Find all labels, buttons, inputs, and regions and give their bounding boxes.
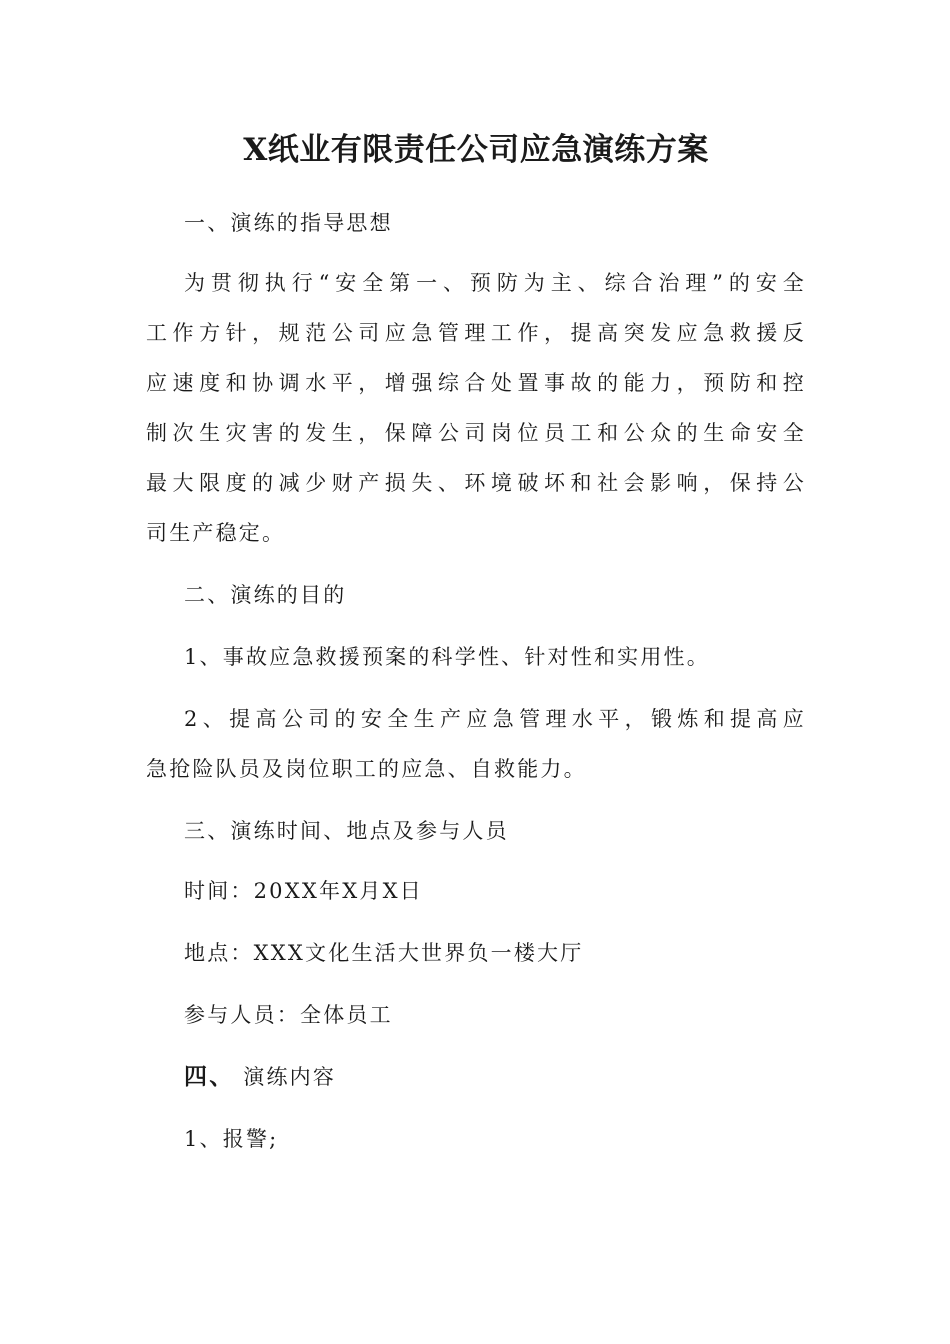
paragraph-line: 2、提高公司的安全生产应急管理水平，锻炼和提高应 [184,707,806,731]
document-page [146,0,806,1344]
section2-heading: 二、演练的目的 [184,583,347,607]
section1-paragraph [146,258,806,558]
drill-place: 地点：XXX文化生活大世界负一楼大厅 [184,941,584,965]
drill-participants: 参与人员：全体员工 [184,1003,393,1027]
section2-item-2 [146,694,806,794]
section4-heading-number: 四、 [184,1063,235,1090]
drill-time: 时间：20XX年X月X日 [184,879,423,903]
section4-heading-text: 演练内容 [234,1065,337,1089]
paragraph-line: 工作方针，规范公司应急管理工作，提高突发应急救援反 [146,321,806,345]
document-title: X纸业有限责任公司应急演练方案 [243,132,709,168]
section1-heading: 一、演练的指导思想 [184,211,393,235]
paragraph-line: 司生产稳定。 [146,521,286,545]
paragraph-line: 为贯彻执行“安全第一、预防为主、综合治理”的安全 [184,271,806,295]
section4-item-1: 1、报警; [184,1127,279,1151]
paragraph-line: 应速度和协调水平，增强综合处置事故的能力，预防和控 [146,371,806,395]
paragraph-line: 制次生灾害的发生，保障公司岗位员工和公众的生命安全 [146,421,806,445]
section4-heading [146,1052,806,1102]
paragraph-line: 急抢险队员及岗位职工的应急、自救能力。 [146,757,587,781]
section3-heading: 三、演练时间、地点及参与人员 [184,819,509,843]
section2-item-1: 1、事故应急救援预案的科学性、针对性和实用性。 [184,645,710,669]
paragraph-line: 最大限度的减少财产损失、环境破坏和社会影响，保持公 [146,471,806,495]
